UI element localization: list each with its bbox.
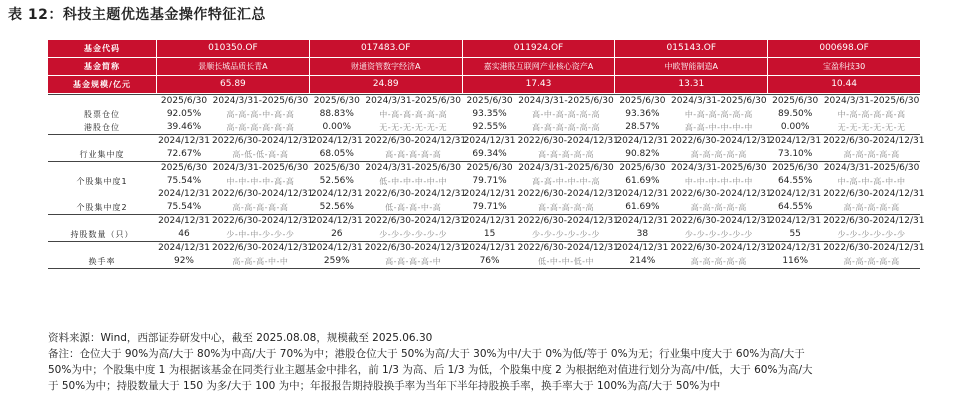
fund-cell bbox=[156, 215, 314, 228]
fund-cell bbox=[767, 242, 925, 255]
row-label: 换手率 bbox=[88, 257, 116, 266]
fund-code: 015143.OF bbox=[614, 40, 767, 57]
cell-value: 76% bbox=[479, 256, 500, 266]
fund-characteristics-table bbox=[48, 40, 925, 269]
table-row bbox=[48, 188, 925, 201]
fund-cell bbox=[614, 188, 772, 201]
cell-value: 2024/12/31 bbox=[463, 136, 516, 146]
cell-value: 64.55% bbox=[778, 176, 813, 186]
cell-value: 55 bbox=[789, 229, 801, 239]
fund-cell bbox=[156, 121, 309, 134]
cell-history: 2022/6/30-2024/12/31 bbox=[364, 189, 467, 199]
fund-cell bbox=[309, 255, 462, 268]
cell-value: 2024/12/31 bbox=[616, 243, 669, 253]
section-position bbox=[48, 94, 920, 135]
row-label: 个股集中度2 bbox=[76, 203, 128, 212]
cell-value: 75.54% bbox=[166, 176, 202, 186]
cell-value: 92% bbox=[173, 256, 194, 266]
note-line: 备注：仓位大于 90%为高/大于 80%为中高/大于 70%为中；港股仓位大于 50%为高/大于 30%为中/大于 0%为低/等于 0%为无；行业集中度大于 60%为高/大于 bbox=[48, 348, 805, 360]
fund-cell bbox=[767, 148, 920, 161]
row-label bbox=[48, 162, 156, 175]
fund-cell bbox=[614, 175, 767, 188]
cell-history: 2022/6/30-2024/12/31 bbox=[212, 189, 314, 199]
fund-cell bbox=[614, 148, 767, 161]
fund-cell bbox=[614, 108, 767, 121]
fund-name: 中欧智能制造A bbox=[614, 58, 767, 75]
cell-history: 高-高-中-中-中-中 bbox=[684, 123, 753, 132]
cell-history: 高-高-高-高-高 bbox=[690, 257, 747, 266]
fund-name: 景顺长城品质长青A bbox=[156, 58, 309, 75]
cell-history: 高-高-高-高-高 bbox=[690, 203, 747, 212]
cell-value: 2024/12/31 bbox=[769, 136, 822, 146]
fund-cell bbox=[767, 95, 920, 108]
fund-cell bbox=[767, 255, 920, 268]
section-stock bbox=[48, 162, 925, 215]
cell-history: 少-中-中-少-少-少 bbox=[226, 230, 295, 239]
fund-cell bbox=[156, 148, 309, 161]
cell-history: 2022/6/30-2024/12/31 bbox=[823, 216, 925, 226]
cell-history: 高-高-中-中-中-高 bbox=[532, 177, 600, 186]
cell-history: 2022/6/30-2024/12/31 bbox=[364, 243, 467, 253]
cell-value: 2024/12/31 bbox=[463, 189, 516, 199]
fund-cell bbox=[309, 175, 462, 188]
cell-value: 72.67% bbox=[166, 149, 202, 159]
cell-history: 高-高-高-高-高 bbox=[690, 150, 747, 159]
fund-cell bbox=[462, 228, 615, 241]
note-line: 于 50%为中；持股数量大于 150 为多/大于 100 为中；年报报告期持股换手率为当年下半年持股换手率，换手率大于 100%为高/大于 50%为中 bbox=[48, 380, 721, 392]
header-row-name bbox=[48, 58, 920, 76]
cell-history: 少-少-少-少-少-少 bbox=[837, 230, 906, 239]
cell-history: 中-高-高-高-高-高 bbox=[837, 110, 906, 119]
fund-cell bbox=[614, 215, 772, 228]
code-label: 基金代码 bbox=[84, 44, 120, 53]
row-label bbox=[48, 95, 156, 108]
fund-cell bbox=[614, 135, 772, 148]
row-label: 港股仓位 bbox=[84, 123, 120, 132]
cell-value: 92.55% bbox=[472, 122, 507, 132]
fund-cell bbox=[309, 135, 467, 148]
cell-history: 高-高-高-中-高-高 bbox=[226, 110, 295, 119]
cell-history: 2022/6/30-2024/12/31 bbox=[212, 136, 314, 146]
table-row bbox=[48, 255, 920, 268]
table-row bbox=[48, 135, 925, 148]
cell-value: 2024/12/31 bbox=[310, 216, 363, 226]
table-row bbox=[48, 215, 925, 228]
cell-value: 93.36% bbox=[625, 109, 660, 119]
fund-cell bbox=[462, 121, 615, 134]
cell-value: 75.54% bbox=[166, 202, 202, 212]
cell-value: 2025/6/30 bbox=[772, 96, 819, 106]
cell-history: 高-高-高-高-高 bbox=[843, 203, 900, 212]
cell-value: 2024/12/31 bbox=[310, 136, 363, 146]
section-turnover bbox=[48, 242, 925, 269]
cell-value: 26 bbox=[331, 229, 343, 239]
cell-value: 2025/6/30 bbox=[619, 163, 666, 173]
fund-cell bbox=[462, 188, 619, 201]
cell-history: 中-高-高-高-高-高 bbox=[684, 110, 753, 119]
name-label: 基金简称 bbox=[84, 62, 120, 71]
fund-cell bbox=[309, 201, 462, 214]
cell-value: 39.46% bbox=[166, 122, 202, 132]
cell-history: 高-高-高-高-高 bbox=[232, 203, 289, 212]
fund-cell bbox=[767, 121, 920, 134]
cell-history: 少-少-少-少-少-少 bbox=[684, 230, 753, 239]
fund-name: 嘉实港股互联网产业核心资产A bbox=[462, 58, 615, 75]
fund-code: 010350.OF bbox=[156, 40, 309, 57]
fund-cell bbox=[309, 215, 467, 228]
cell-history: 高-中-高-高-高-高 bbox=[532, 110, 600, 119]
fund-cell bbox=[309, 188, 467, 201]
cell-value: 0.00% bbox=[780, 122, 810, 132]
fund-scale: 10.44 bbox=[767, 76, 920, 93]
cell-history: 高-高-高-中-中 bbox=[232, 257, 289, 266]
cell-value: 52.56% bbox=[319, 176, 354, 186]
table-row bbox=[48, 121, 920, 134]
fund-cell bbox=[767, 228, 920, 241]
cell-history: 2024/3/31-2025/6/30 bbox=[671, 96, 767, 106]
fund-cell bbox=[462, 95, 615, 108]
cell-value: 2024/12/31 bbox=[616, 136, 669, 146]
fund-cell bbox=[309, 108, 462, 121]
cell-history: 低-高-高-中-高 bbox=[385, 203, 442, 212]
fund-cell bbox=[614, 95, 767, 108]
cell-value: 2024/12/31 bbox=[158, 136, 210, 146]
cell-history: 2022/6/30-2024/12/31 bbox=[823, 136, 925, 146]
cell-value: 79.71% bbox=[472, 176, 507, 186]
cell-history: 2024/3/31-2025/6/30 bbox=[518, 96, 614, 106]
cell-history: 高-高-高-高-高-高 bbox=[226, 123, 295, 132]
cell-history: 高-高-高-高-高 bbox=[843, 150, 900, 159]
cell-history: 2024/3/31-2025/6/30 bbox=[518, 163, 614, 173]
cell-value: 2025/6/30 bbox=[466, 96, 513, 106]
fund-name: 财通资管数字经济A bbox=[309, 58, 462, 75]
fund-cell bbox=[614, 201, 767, 214]
fund-cell bbox=[614, 255, 767, 268]
row-label bbox=[48, 188, 156, 201]
fund-scale: 24.89 bbox=[309, 76, 462, 93]
cell-history: 2022/6/30-2024/12/31 bbox=[517, 189, 619, 199]
fund-cell bbox=[614, 228, 767, 241]
cell-value: 61.69% bbox=[625, 176, 660, 186]
fund-cell bbox=[614, 242, 772, 255]
cell-history: 无-无-无-无-无-无 bbox=[837, 123, 906, 132]
cell-value: 73.10% bbox=[778, 149, 813, 159]
cell-value: 2025/6/30 bbox=[772, 163, 819, 173]
cell-history: 2022/6/30-2024/12/31 bbox=[364, 136, 467, 146]
cell-value: 69.34% bbox=[472, 149, 507, 159]
fund-cell bbox=[767, 135, 925, 148]
cell-value: 2025/6/30 bbox=[619, 96, 666, 106]
cell-history: 2024/3/31-2025/6/30 bbox=[212, 163, 309, 173]
table-row bbox=[48, 148, 920, 161]
fund-cell bbox=[462, 215, 619, 228]
cell-value: 2024/12/31 bbox=[310, 189, 363, 199]
cell-history: 低-中-中-中-中-中 bbox=[379, 177, 448, 186]
cell-history: 少-少-少-少-少-少 bbox=[379, 230, 448, 239]
cell-history: 高-高-高-高-高-高 bbox=[532, 123, 600, 132]
cell-history: 中-高-中-高-中-中 bbox=[837, 177, 906, 186]
cell-history: 2024/3/31-2025/6/30 bbox=[671, 163, 767, 173]
cell-history: 2024/3/31-2025/6/30 bbox=[212, 96, 309, 106]
table-body bbox=[48, 94, 925, 269]
cell-history: 2024/3/31-2025/6/30 bbox=[823, 96, 920, 106]
fund-cell bbox=[767, 108, 920, 121]
cell-value: 2024/12/31 bbox=[158, 243, 210, 253]
cell-value: 2024/12/31 bbox=[310, 243, 363, 253]
cell-history: 2022/6/30-2024/12/31 bbox=[670, 136, 772, 146]
cell-history: 2022/6/30-2024/12/31 bbox=[364, 216, 467, 226]
fund-cell bbox=[767, 201, 920, 214]
fund-cell bbox=[309, 242, 467, 255]
cell-history: 2022/6/30-2024/12/31 bbox=[670, 243, 772, 253]
cell-value: 2024/12/31 bbox=[616, 189, 669, 199]
cell-value: 68.05% bbox=[319, 149, 354, 159]
source-line: 资料来源：Wind，西部证券研发中心，截至 2025.08.08，规模截至 2025.06.30 bbox=[48, 332, 433, 344]
cell-history: 2022/6/30-2024/12/31 bbox=[823, 243, 925, 253]
cell-value: 214% bbox=[629, 256, 656, 266]
section-industry bbox=[48, 135, 925, 162]
cell-value: 79.71% bbox=[472, 202, 507, 212]
cell-value: 64.55% bbox=[778, 202, 813, 212]
cell-value: 116% bbox=[782, 256, 809, 266]
cell-history: 2022/6/30-2024/12/31 bbox=[670, 189, 772, 199]
fund-cell bbox=[156, 108, 309, 121]
fund-scale: 13.31 bbox=[614, 76, 767, 93]
cell-value: 2025/6/30 bbox=[466, 163, 513, 173]
cell-value: 38 bbox=[636, 229, 649, 239]
table-row bbox=[48, 108, 920, 121]
fund-cell bbox=[462, 175, 615, 188]
header-row-code bbox=[48, 40, 920, 58]
cell-value: 259% bbox=[323, 256, 350, 266]
fund-code: 017483.OF bbox=[309, 40, 462, 57]
cell-history: 高-高-高-高-高 bbox=[843, 257, 900, 266]
fund-cell bbox=[767, 162, 920, 175]
cell-history: 高-高-高-高-高 bbox=[385, 150, 442, 159]
cell-value: 2024/12/31 bbox=[769, 216, 822, 226]
table-row bbox=[48, 228, 920, 241]
fund-cell bbox=[614, 162, 767, 175]
fund-scale: 65.89 bbox=[156, 76, 309, 93]
source-notes bbox=[48, 330, 918, 394]
cell-value: 2024/12/31 bbox=[769, 189, 822, 199]
cell-value: 52.56% bbox=[319, 202, 354, 212]
row-label: 持股数量（只） bbox=[70, 230, 134, 239]
cell-value: 2025/6/30 bbox=[313, 163, 360, 173]
fund-cell bbox=[462, 242, 619, 255]
cell-value: 2024/12/31 bbox=[616, 216, 669, 226]
fund-cell bbox=[462, 148, 615, 161]
fund-cell bbox=[156, 242, 314, 255]
fund-cell bbox=[156, 162, 309, 175]
fund-code: 000698.OF bbox=[767, 40, 920, 57]
cell-value: 90.82% bbox=[625, 149, 660, 159]
fund-scale: 17.43 bbox=[462, 76, 615, 93]
fund-cell bbox=[309, 228, 462, 241]
cell-history: 2024/3/31-2025/6/30 bbox=[365, 163, 461, 173]
fund-cell bbox=[156, 175, 309, 188]
fund-cell bbox=[156, 255, 309, 268]
note-line: 50%为中；个股集中度 1 为根据该基金在同类行业主题基金中排名，前 1/3 为高、后 1/3 为低，个股集中度 2 为根据绝对值进行划分为高/中/低，大于 60%为高/大 bbox=[48, 364, 813, 376]
cell-history: 高-高-高-高-中 bbox=[385, 257, 442, 266]
cell-history: 中-高-高-高-高-高 bbox=[379, 110, 448, 119]
fund-cell bbox=[156, 228, 309, 241]
cell-history: 中-中-中-中-高-高 bbox=[226, 177, 295, 186]
cell-value: 46 bbox=[178, 229, 190, 239]
fund-cell bbox=[309, 148, 462, 161]
cell-value: 2025/6/30 bbox=[313, 96, 360, 106]
fund-cell bbox=[462, 108, 615, 121]
table-row bbox=[48, 242, 925, 255]
cell-history: 高-高-高-高-高 bbox=[537, 150, 595, 159]
fund-cell bbox=[462, 201, 615, 214]
fund-cell bbox=[156, 188, 314, 201]
cell-value: 2024/12/31 bbox=[769, 243, 822, 253]
section-holdings bbox=[48, 215, 925, 242]
fund-cell bbox=[614, 121, 767, 134]
header-row-scale bbox=[48, 76, 920, 94]
table-row bbox=[48, 175, 920, 188]
fund-cell bbox=[156, 201, 309, 214]
cell-history: 2022/6/30-2024/12/31 bbox=[212, 216, 314, 226]
cell-history: 2022/6/30-2024/12/31 bbox=[670, 216, 772, 226]
cell-value: 89.50% bbox=[778, 109, 813, 119]
cell-value: 92.05% bbox=[166, 109, 202, 119]
cell-value: 2024/12/31 bbox=[463, 216, 516, 226]
fund-cell bbox=[309, 121, 462, 134]
cell-value: 0.00% bbox=[322, 122, 352, 132]
fund-cell bbox=[767, 215, 925, 228]
fund-cell bbox=[156, 95, 309, 108]
fund-name: 宝盈科技30 bbox=[767, 58, 920, 75]
row-label: 个股集中度1 bbox=[76, 177, 128, 186]
table-row bbox=[48, 95, 920, 108]
cell-history: 中-中-中-中-中-中 bbox=[684, 177, 753, 186]
cell-history: 2024/3/31-2025/6/30 bbox=[365, 96, 461, 106]
fund-cell bbox=[309, 95, 462, 108]
cell-value: 61.69% bbox=[625, 202, 660, 212]
cell-history: 2022/6/30-2024/12/31 bbox=[517, 136, 619, 146]
fund-cell bbox=[462, 255, 615, 268]
fund-cell bbox=[309, 162, 462, 175]
cell-history: 2022/6/30-2024/12/31 bbox=[823, 189, 925, 199]
row-label bbox=[48, 242, 156, 255]
row-label: 行业集中度 bbox=[79, 150, 125, 159]
row-label bbox=[48, 135, 156, 148]
cell-history: 少-少-少-少-少-少 bbox=[532, 230, 600, 239]
fund-cell bbox=[767, 175, 920, 188]
cell-value: 88.83% bbox=[319, 109, 354, 119]
cell-history: 高-高-高-高-高 bbox=[537, 203, 595, 212]
cell-history: 无-无-无-无-无-无 bbox=[379, 123, 448, 132]
row-label bbox=[48, 215, 156, 228]
cell-value: 2024/12/31 bbox=[158, 189, 210, 199]
cell-history: 2024/3/31-2025/6/30 bbox=[823, 163, 920, 173]
table-title: 表 12：科技主题优选基金操作特征汇总 bbox=[8, 7, 266, 23]
cell-value: 2025/6/30 bbox=[160, 163, 208, 173]
cell-history: 2022/6/30-2024/12/31 bbox=[212, 243, 314, 253]
cell-value: 28.57% bbox=[625, 122, 660, 132]
table-row bbox=[48, 162, 920, 175]
cell-history: 低-中-中-低-中 bbox=[537, 257, 595, 266]
scale-label: 基金规模/亿元 bbox=[73, 80, 131, 89]
cell-value: 2024/12/31 bbox=[158, 216, 210, 226]
cell-value: 93.35% bbox=[472, 109, 507, 119]
row-label: 股票仓位 bbox=[84, 110, 120, 119]
cell-history: 2022/6/30-2024/12/31 bbox=[517, 243, 619, 253]
cell-history: 2022/6/30-2024/12/31 bbox=[517, 216, 619, 226]
table-row bbox=[48, 201, 920, 214]
cell-value: 2025/6/30 bbox=[160, 96, 208, 106]
fund-cell bbox=[156, 135, 314, 148]
fund-cell bbox=[462, 135, 619, 148]
fund-cell bbox=[462, 162, 615, 175]
cell-history: 高-低-低-高-高 bbox=[232, 150, 289, 159]
cell-value: 2024/12/31 bbox=[463, 243, 516, 253]
cell-value: 15 bbox=[483, 229, 496, 239]
fund-code: 011924.OF bbox=[462, 40, 615, 57]
fund-cell bbox=[767, 188, 925, 201]
